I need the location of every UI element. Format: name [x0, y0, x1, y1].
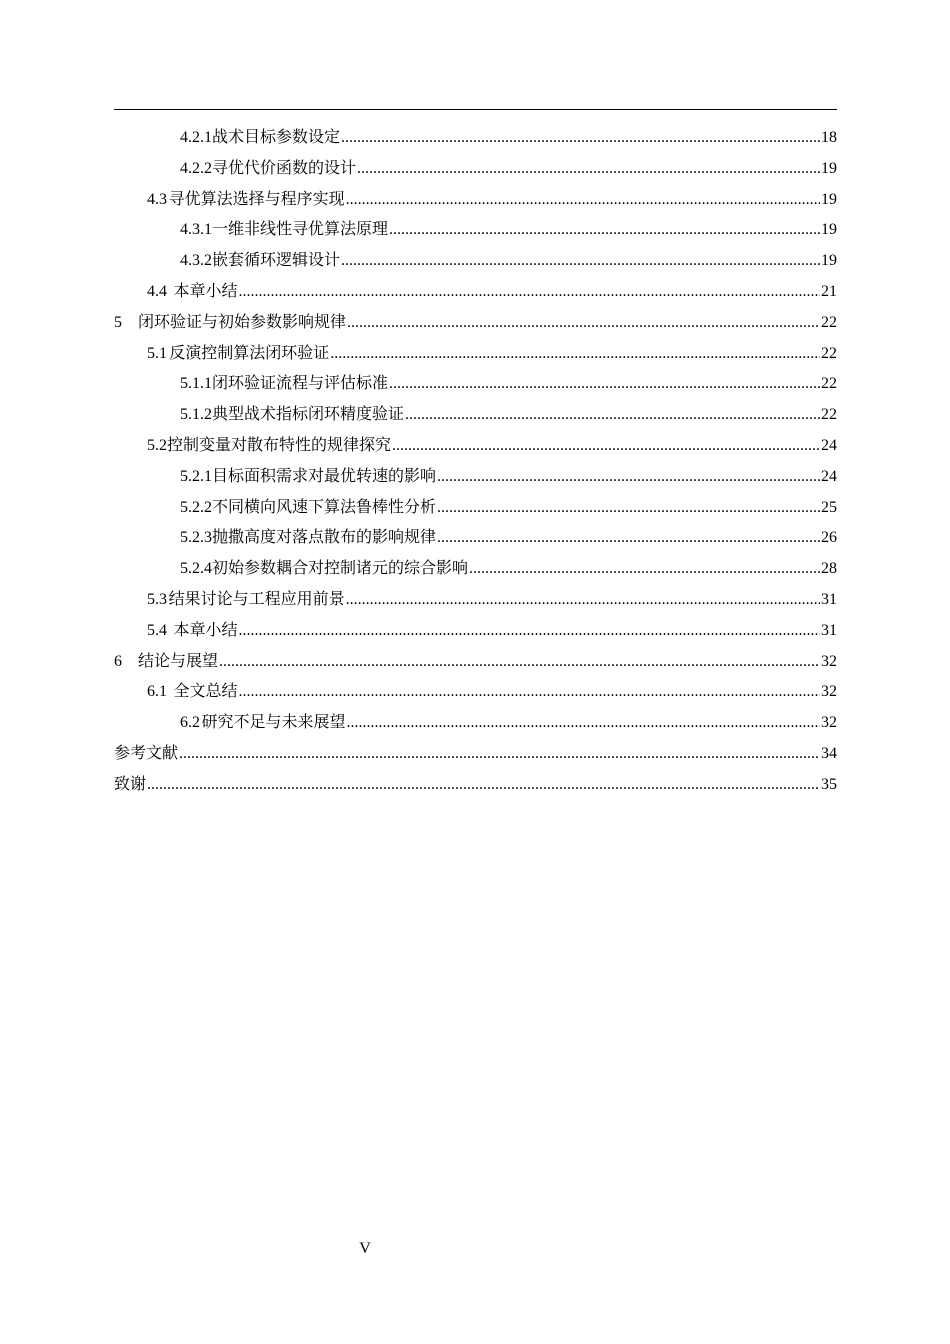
- toc-entry-5-1[interactable]: [114, 338, 837, 369]
- toc-label: 控制变量对散布特性的规律探究: [167, 434, 392, 454]
- toc-page-number: 32: [821, 683, 837, 701]
- toc-page-number: 19: [821, 190, 837, 208]
- toc-label: 闭环验证与初始参数影响规律: [138, 311, 347, 331]
- toc-entry-5-4[interactable]: [114, 615, 837, 646]
- toc-number: 4.4: [147, 282, 167, 300]
- toc-entry-6-2[interactable]: [114, 707, 837, 738]
- toc-page-number: 32: [821, 652, 837, 670]
- toc-page-number: 22: [821, 344, 837, 362]
- toc-label: 典型战术指标闭环精度验证: [212, 404, 405, 424]
- toc-number: 5.2: [147, 436, 167, 454]
- dot-leader: [347, 308, 820, 339]
- toc-label: 致谢: [114, 773, 147, 793]
- toc-number: 5.1.1: [180, 375, 212, 393]
- dot-leader: [330, 339, 820, 370]
- toc-page-number: 18: [821, 129, 837, 146]
- dot-leader: [238, 277, 820, 308]
- dot-leader: [219, 647, 820, 678]
- dot-leader: [346, 585, 820, 616]
- dot-leader: [341, 246, 820, 277]
- toc-entry-5-1-1[interactable]: [114, 368, 837, 399]
- toc-label: 一维非线性寻优算法原理: [212, 219, 389, 239]
- toc-page-number: 19: [821, 159, 837, 177]
- toc-label: 寻优代价函数的设计: [212, 157, 357, 177]
- dot-leader: [179, 739, 820, 770]
- toc-page-number: 24: [821, 436, 837, 454]
- toc-number: 5.2.2: [180, 498, 212, 516]
- dot-leader: [469, 554, 820, 585]
- toc-label: 结论与展望: [138, 650, 219, 670]
- dot-leader: [147, 770, 820, 801]
- toc-number: 5.3: [147, 590, 167, 608]
- toc-page-number: 31: [821, 621, 837, 639]
- dot-leader: [437, 493, 820, 524]
- toc-number: 4.3: [147, 190, 167, 208]
- toc-entry-5-1-2[interactable]: [114, 399, 837, 430]
- toc-entry-4-2-1[interactable]: [114, 122, 837, 153]
- toc-number: 5.4: [147, 621, 167, 639]
- toc-label: 本章小结: [173, 280, 238, 300]
- toc-entry-4-4[interactable]: [114, 276, 837, 307]
- toc-label: 结果讨论与工程应用前景: [168, 588, 345, 608]
- dot-leader: [437, 523, 820, 554]
- toc-number: 4.3.2: [180, 252, 212, 270]
- toc-entry-4-3[interactable]: [114, 184, 837, 215]
- dot-leader: [389, 215, 820, 246]
- toc-entry-6[interactable]: [114, 646, 837, 677]
- toc-entry-5-3[interactable]: [114, 584, 837, 615]
- toc-entry-5-2-3[interactable]: [114, 522, 837, 553]
- toc-label: 研究不足与未来展望: [201, 712, 346, 732]
- toc-page-number: 22: [821, 313, 837, 331]
- dot-leader: [392, 431, 820, 462]
- toc-number: 5.2.4: [180, 560, 212, 578]
- toc-entry-5-2-2[interactable]: [114, 492, 837, 523]
- toc-page-number: 28: [821, 560, 837, 578]
- toc-label: 寻优算法选择与程序实现: [168, 188, 345, 208]
- toc-entry-4-2-2[interactable]: [114, 153, 837, 184]
- page-footer: [0, 1240, 730, 1258]
- toc-number: 6.2: [180, 714, 200, 732]
- toc-label: 嵌套循环逻辑设计: [212, 250, 341, 270]
- dot-leader: [341, 123, 820, 154]
- header-rule: [114, 109, 837, 110]
- toc-label: 闭环验证流程与评估标准: [212, 373, 389, 393]
- dot-leader: [357, 154, 820, 185]
- toc-label: 初始参数耦合对控制诸元的综合影响: [212, 558, 469, 578]
- toc-label: 反演控制算法闭环验证: [169, 342, 330, 362]
- toc-label: 不同横向风速下算法鲁棒性分析: [212, 496, 437, 516]
- dot-leader: [238, 677, 820, 708]
- toc-page-number: 19: [821, 221, 837, 239]
- toc-page-number: 19: [821, 252, 837, 270]
- toc-page-number: 21: [821, 282, 837, 300]
- toc-entry-5[interactable]: [114, 307, 837, 338]
- toc-label: 全文总结: [173, 681, 238, 701]
- toc-number: 5.1.2: [180, 406, 212, 424]
- toc-number: 4.2.1: [180, 129, 212, 146]
- toc-entry-4-3-2[interactable]: [114, 245, 837, 276]
- toc-label: 参考文献: [114, 742, 179, 762]
- toc-page-number: 25: [821, 498, 837, 516]
- toc-page-number: 22: [821, 406, 837, 424]
- toc-entry-5-2[interactable]: [114, 430, 837, 461]
- toc-number: 5.1: [147, 344, 167, 362]
- toc-label: 目标面积需求对最优转速的影响: [212, 465, 437, 485]
- dot-leader: [347, 708, 820, 739]
- toc-number: 6.1: [147, 683, 167, 701]
- toc-page-number: 31: [821, 590, 837, 608]
- toc-page-number: 24: [821, 467, 837, 485]
- toc-entry-5-2-1[interactable]: [114, 461, 837, 492]
- toc-entry-5-2-4[interactable]: [114, 553, 837, 584]
- toc-label: 本章小结: [173, 619, 238, 639]
- dot-leader: [389, 369, 820, 400]
- footer-page-number: V: [359, 1240, 371, 1257]
- toc-number: 4.3.1: [180, 221, 212, 239]
- toc-page-number: 26: [821, 529, 837, 547]
- toc-label: 战术目标参数设定: [212, 127, 341, 146]
- toc-number: 5: [114, 313, 122, 331]
- toc-page-number: 34: [821, 744, 837, 762]
- toc-entry-6-1[interactable]: [114, 676, 837, 707]
- toc-entry-references[interactable]: [114, 738, 837, 769]
- toc-entry-acknowledgements[interactable]: [114, 769, 837, 800]
- toc-number: 4.2.2: [180, 159, 212, 177]
- toc-number: 6: [114, 652, 122, 670]
- table-of-contents: [114, 122, 837, 800]
- dot-leader: [238, 616, 820, 647]
- dot-leader: [437, 462, 820, 493]
- toc-entry-4-3-1[interactable]: [114, 214, 837, 245]
- toc-label: 抛撒高度对落点散布的影响规律: [212, 527, 437, 547]
- dot-leader: [346, 185, 820, 216]
- toc-page-number: 22: [821, 375, 837, 393]
- toc-number: 5.2.1: [180, 467, 212, 485]
- toc-page-number: 32: [821, 714, 837, 732]
- dot-leader: [405, 400, 820, 431]
- toc-number: 5.2.3: [180, 529, 212, 547]
- toc-page-number: 35: [821, 775, 837, 793]
